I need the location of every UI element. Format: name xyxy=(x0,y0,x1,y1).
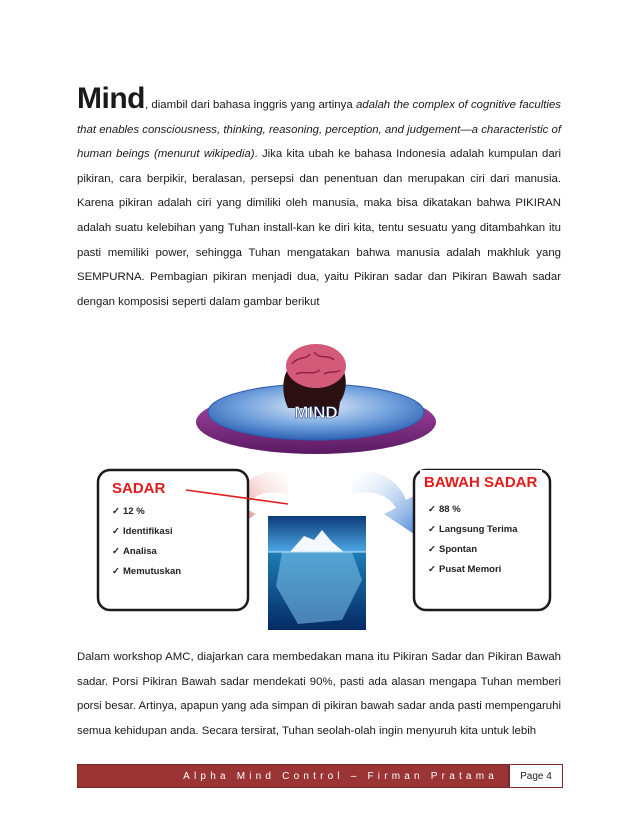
page-footer xyxy=(77,764,563,788)
sadar-item-1: Identifikasi xyxy=(123,526,173,537)
bawah-sadar-item-3: Pusat Memori xyxy=(439,564,502,575)
sadar-item-check-1: ✓ xyxy=(112,526,120,537)
mind-label: MIND xyxy=(294,403,338,422)
sadar-item-check-3: ✓ xyxy=(112,566,120,577)
bawah-sadar-item-check-2: ✓ xyxy=(428,544,436,555)
iceberg-image xyxy=(268,516,366,630)
bawah-sadar-item-1: Langsung Terima xyxy=(439,524,518,535)
sadar-item-0: 12 % xyxy=(123,506,145,517)
bawah-sadar-title: BAWAH SADAR xyxy=(424,474,538,491)
bawah-sadar-item-check-3: ✓ xyxy=(428,564,436,575)
sadar-item-2: Analisa xyxy=(123,546,157,557)
bawah-sadar-item-0: 88 % xyxy=(439,504,461,515)
bawah-sadar-box xyxy=(414,470,550,610)
page-number: Page 4 xyxy=(508,765,562,787)
mind-heading: Mind xyxy=(77,82,145,115)
bawah-sadar-item-2: Spontan xyxy=(439,544,477,555)
sadar-item-check-2: ✓ xyxy=(112,546,120,557)
intro-paragraph xyxy=(77,84,561,314)
sadar-title: SADAR xyxy=(112,480,166,497)
sadar-item-3: Memutuskan xyxy=(123,566,182,577)
intro-lead: , diambil dari bahasa inggris yang artinya xyxy=(144,99,356,111)
mind-diagram xyxy=(92,330,556,640)
sadar-item-check-0: ✓ xyxy=(112,506,120,517)
intro-definition: adalah the complex of cognitive faculties that enables consciousness, thinking, reasoning, perception, and judgement—a characteristic of human beings (menurut wikipedia) xyxy=(77,99,561,161)
bawah-sadar-item-check-1: ✓ xyxy=(428,524,436,535)
outro-paragraph: Dalam workshop AMC, diajarkan cara membedakan mana itu Pikiran Sadar dan Pikiran Bawah sadar. Porsi Pikiran Bawah sadar mendekati 90%, pasti ada alasan mengapa Tuhan memberi porsi besar. Artinya, apapun yang ada simpan di pikiran bawah sadar anda pasti mempengaruhi semua kehidupan anda. Secara tersirat, Tuhan seolah-olah ingin menyuruh kita untuk lebih xyxy=(77,651,561,737)
bawah-sadar-item-check-0: ✓ xyxy=(428,504,436,515)
footer-title: Alpha Mind Control – Firman Pratama xyxy=(78,765,508,787)
intro-rest: . Jika kita ubah ke bahasa Indonesia adalah kumpulan dari pikiran, cara berpikir, beralasan, persepsi dan penentuan dan merupakan ciri dari manusia. Karena pikiran adalah ciri yang dimiliki oleh manusia, maka bisa dikatakan bahwa PIKIRAN adalah suatu kelebihan yang Tuhan install-kan ke diri kita, tentu sesuatu yang ditambahkan itu pasti memiliki power, sehingga Tuhan mengatakan bahwa manusia adalah makhluk yang SEMPURNA. Pembagian pikiran menjadi dua, yaitu Pikiran sadar dan Pikiran Bawah sadar dengan komposisi seperti dalam gambar berikut xyxy=(77,148,561,308)
